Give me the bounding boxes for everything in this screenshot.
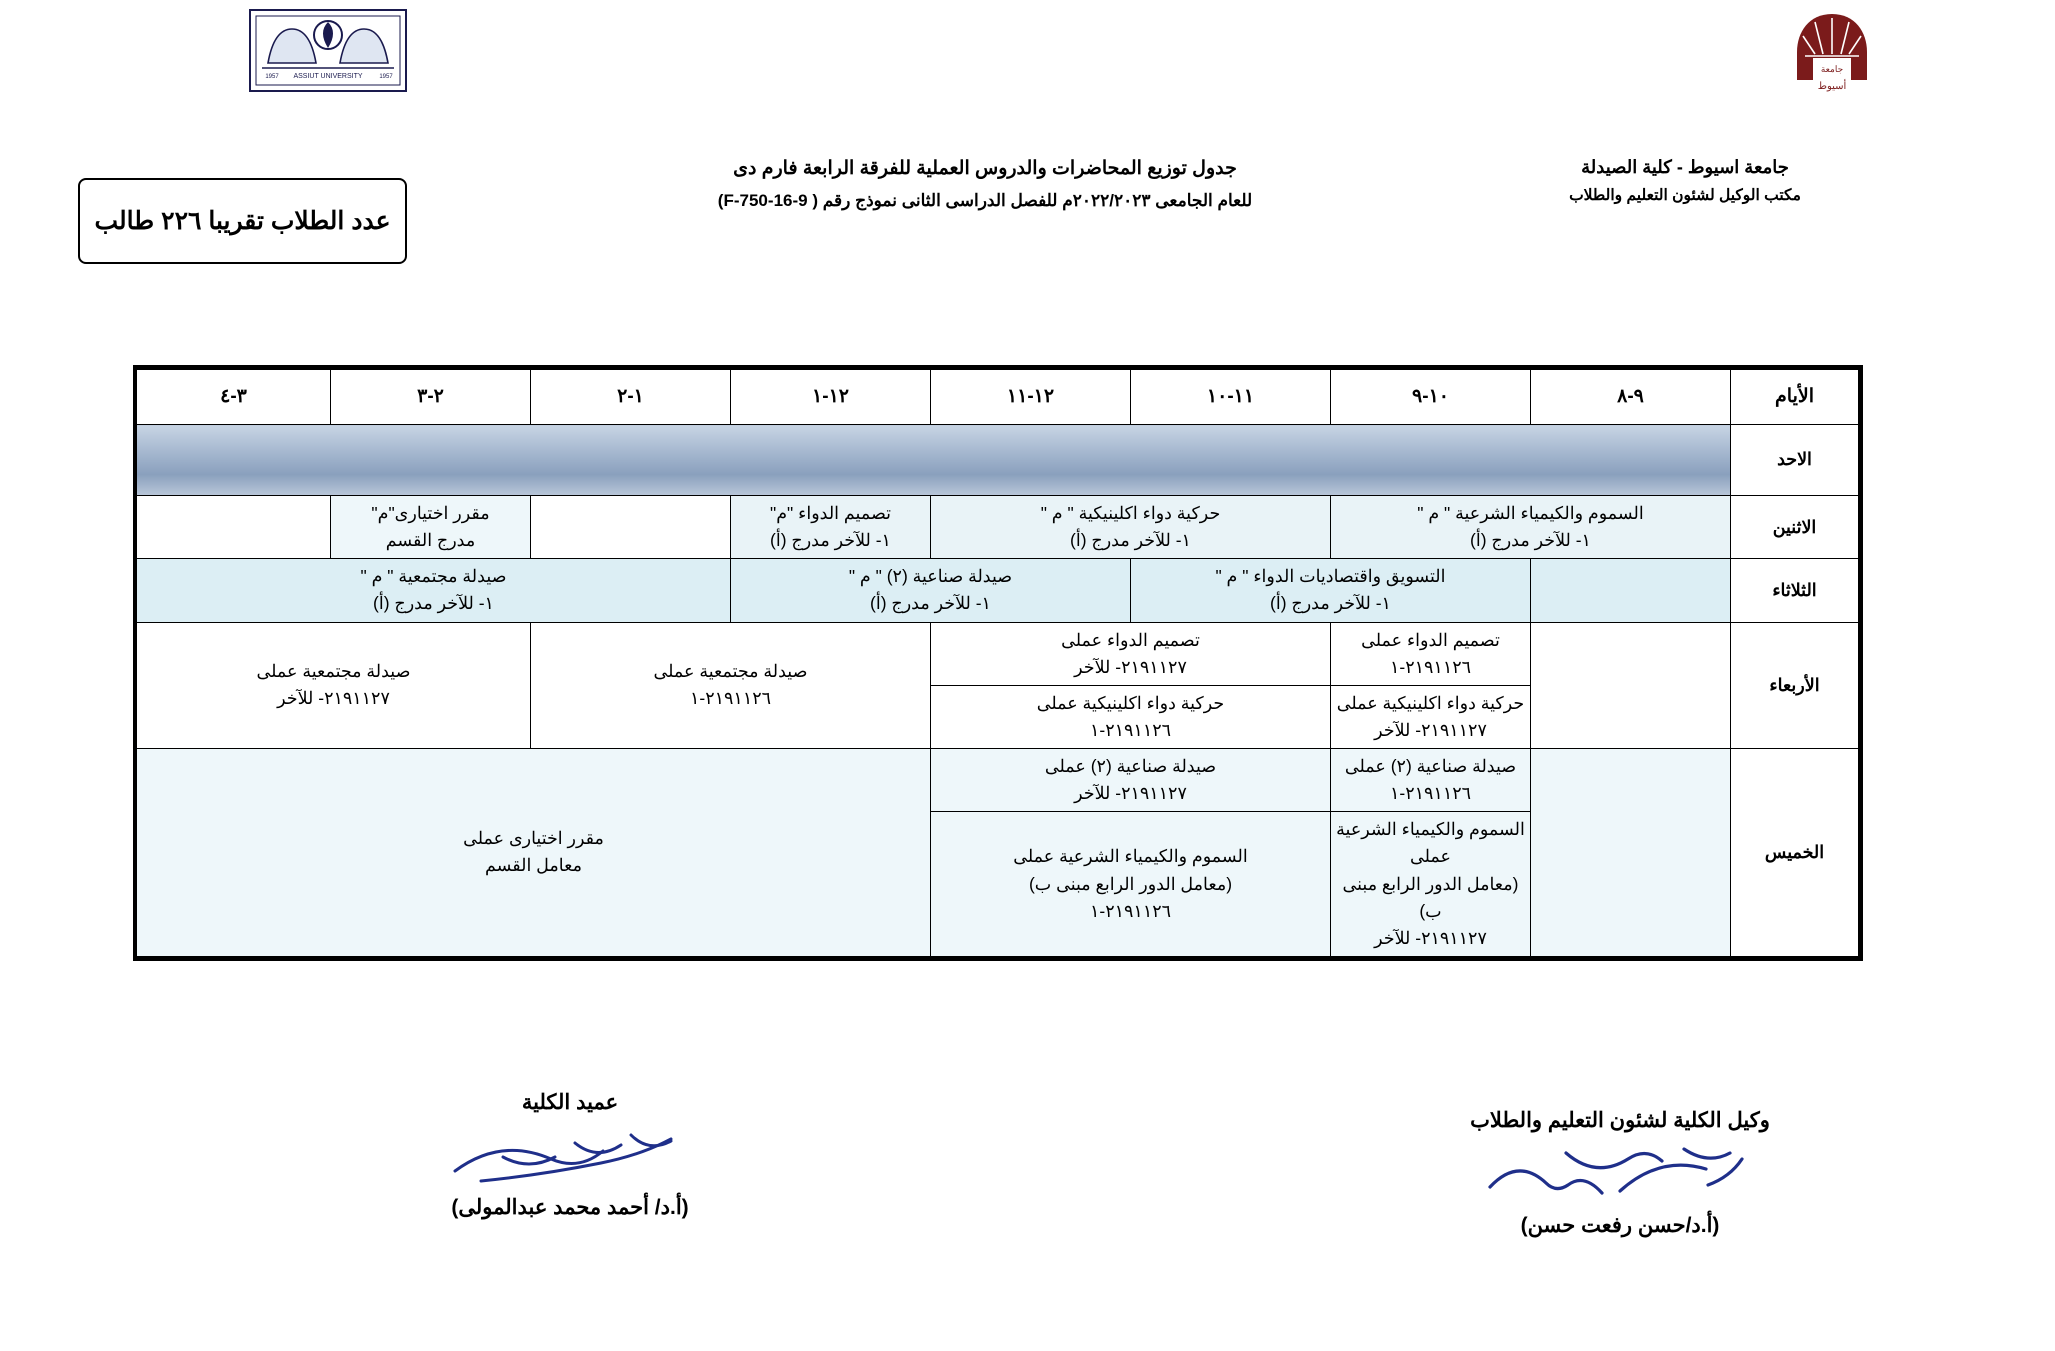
table-row-thursday-1 bbox=[137, 749, 1859, 812]
svg-text:1957: 1957 bbox=[265, 74, 279, 80]
day-label-monday: الاثنين bbox=[1731, 496, 1859, 559]
day-label-sunday: الاحد bbox=[1731, 425, 1859, 496]
university-header bbox=[1475, 152, 1895, 209]
vice-dean-name: (أ.د/حسن رفعت حسن) bbox=[1520, 1214, 1720, 1237]
university-name: جامعة اسيوط - كلية الصيدلة bbox=[1581, 157, 1789, 177]
students-count-box: عدد الطلاب تقريبا ٢٢٦ طالب bbox=[78, 178, 407, 264]
slot-2-3: ٢-٣ bbox=[331, 370, 531, 425]
tuesday-class-industrial-pharmacy: صيدلة صناعية (٢) " م " ١- للآخر مدرج (أ) bbox=[731, 559, 1131, 622]
slot-10-11: ١١-١٠ bbox=[1131, 370, 1331, 425]
monday-class-elective: مقرر اختيارى"م" مدرج القسم bbox=[331, 496, 531, 559]
table-row-monday bbox=[137, 496, 1859, 559]
slot-9-10: ١٠-٩ bbox=[1331, 370, 1531, 425]
wednesday-lab-clinical-kinetics-b: حركية دواء اكلينيكية عملى ٢١٩١١٢٦-١ bbox=[931, 685, 1331, 748]
dean-role: عميد الكلية bbox=[521, 1091, 619, 1114]
table-header-row bbox=[137, 370, 1859, 425]
title-line-2: للعام الجامعى ٢٠٢٢/٢٠٢٣م للفصل الدراسى الثانى نموذج رقم ( 9-16-750-F) bbox=[717, 191, 1253, 211]
day-label-thursday: الخميس bbox=[1731, 749, 1859, 957]
tuesday-class-marketing-economics: التسويق واقتصاديات الدواء " م " ١- للآخر مدرج (أ) bbox=[1131, 559, 1531, 622]
table-row-sunday bbox=[137, 425, 1859, 496]
assiut-university-logo bbox=[1785, 10, 1880, 100]
day-label-wednesday: الأربعاء bbox=[1731, 622, 1859, 749]
vice-dean-role: وكيل الكلية لشئون التعليم والطلاب bbox=[1470, 1109, 1770, 1132]
svg-text:جامعة: جامعة bbox=[1820, 64, 1844, 74]
table-row-tuesday bbox=[137, 559, 1859, 622]
svg-text:ASSIUT UNIVERSITY: ASSIUT UNIVERSITY bbox=[293, 73, 363, 80]
slot-11-12: ١٢-١١ bbox=[931, 370, 1131, 425]
wednesday-lab-clinical-kinetics-a: حركية دواء اكلينيكية عملى ٢١٩١١٢٧- للآخر bbox=[1331, 685, 1531, 748]
wednesday-lab-community-pharmacy-a: صيدلة مجتمعية عملى ٢١٩١١٢٦-١ bbox=[531, 622, 931, 749]
corner-days-label: الأيام bbox=[1731, 370, 1859, 425]
tuesday-class-community-pharmacy: صيدلة مجتمعية " م " ١- للآخر مدرج (أ) bbox=[137, 559, 731, 622]
day-label-tuesday: الثلاثاء bbox=[1731, 559, 1859, 622]
thursday-lab-toxicology-b: السموم والكيمياء الشرعية عملى (معامل الدور الرابع مبنى ب) ٢١٩١١٢٦-١ bbox=[931, 812, 1331, 957]
monday-class-drug-design: تصميم الدواء "م" ١- للآخر مدرج (أ) bbox=[731, 496, 931, 559]
svg-text:أسيوط: أسيوط bbox=[1817, 81, 1847, 92]
thursday-lab-industrial-pharmacy-b: صيدلة صناعية (٢) عملى ٢١٩١١٢٧- للآخر bbox=[931, 749, 1331, 812]
sunday-empty-bar bbox=[137, 425, 1731, 496]
monday-class-toxicology: السموم والكيمياء الشرعية " م " ١- للآخر مدرج (أ) bbox=[1331, 496, 1731, 559]
monday-class-clinical-kinetics: حركية دواء اكلينيكية " م " ١- للآخر مدرج (أ) bbox=[931, 496, 1331, 559]
office-name: مكتب الوكيل لشئون التعليم والطلاب bbox=[1569, 186, 1801, 204]
signature-vice-dean bbox=[1360, 1108, 1880, 1238]
wednesday-empty-8-9 bbox=[1531, 622, 1731, 749]
dean-name: (أ.د/ أحمد محمد عبدالمولى) bbox=[451, 1196, 689, 1219]
thursday-lab-elective: مقرر اختيارى عملى معامل القسم bbox=[137, 749, 931, 957]
thursday-lab-toxicology-a: السموم والكيمياء الشرعية عملى (معامل الدور الرابع مبنى ب) ٢١٩١١٢٧- للآخر bbox=[1331, 812, 1531, 957]
schedule-table-container bbox=[133, 365, 1863, 961]
monday-empty-1-2 bbox=[531, 496, 731, 559]
monday-empty-3-4 bbox=[137, 496, 331, 559]
table-row-wednesday-1 bbox=[137, 622, 1859, 685]
svg-text:1957: 1957 bbox=[379, 74, 393, 80]
document-title bbox=[615, 152, 1355, 217]
pharmacy-faculty-logo bbox=[248, 8, 408, 93]
slot-8-9: ٩-٨ bbox=[1531, 370, 1731, 425]
title-line-1: جدول توزيع المحاضرات والدروس العملية للفرقة الرابعة فارم دى bbox=[733, 158, 1237, 179]
vice-dean-signature-mark bbox=[1360, 1139, 1880, 1209]
dean-signature-mark bbox=[330, 1121, 810, 1191]
slot-12-1: ١٢-١ bbox=[731, 370, 931, 425]
tuesday-empty-8-9 bbox=[1531, 559, 1731, 622]
slot-3-4: ٣-٤ bbox=[137, 370, 331, 425]
wednesday-lab-community-pharmacy-b: صيدلة مجتمعية عملى ٢١٩١١٢٧- للآخر bbox=[137, 622, 531, 749]
wednesday-lab-drug-design-b: تصميم الدواء عملى ٢١٩١١٢٧- للآخر bbox=[931, 622, 1331, 685]
signature-dean bbox=[330, 1090, 810, 1220]
thursday-empty-8-9 bbox=[1531, 749, 1731, 957]
thursday-lab-industrial-pharmacy-a: صيدلة صناعية (٢) عملى ٢١٩١١٢٦-١ bbox=[1331, 749, 1531, 812]
wednesday-lab-drug-design-a: تصميم الدواء عملى ٢١٩١١٢٦-١ bbox=[1331, 622, 1531, 685]
slot-1-2: ١-٢ bbox=[531, 370, 731, 425]
schedule-table bbox=[136, 369, 1859, 957]
